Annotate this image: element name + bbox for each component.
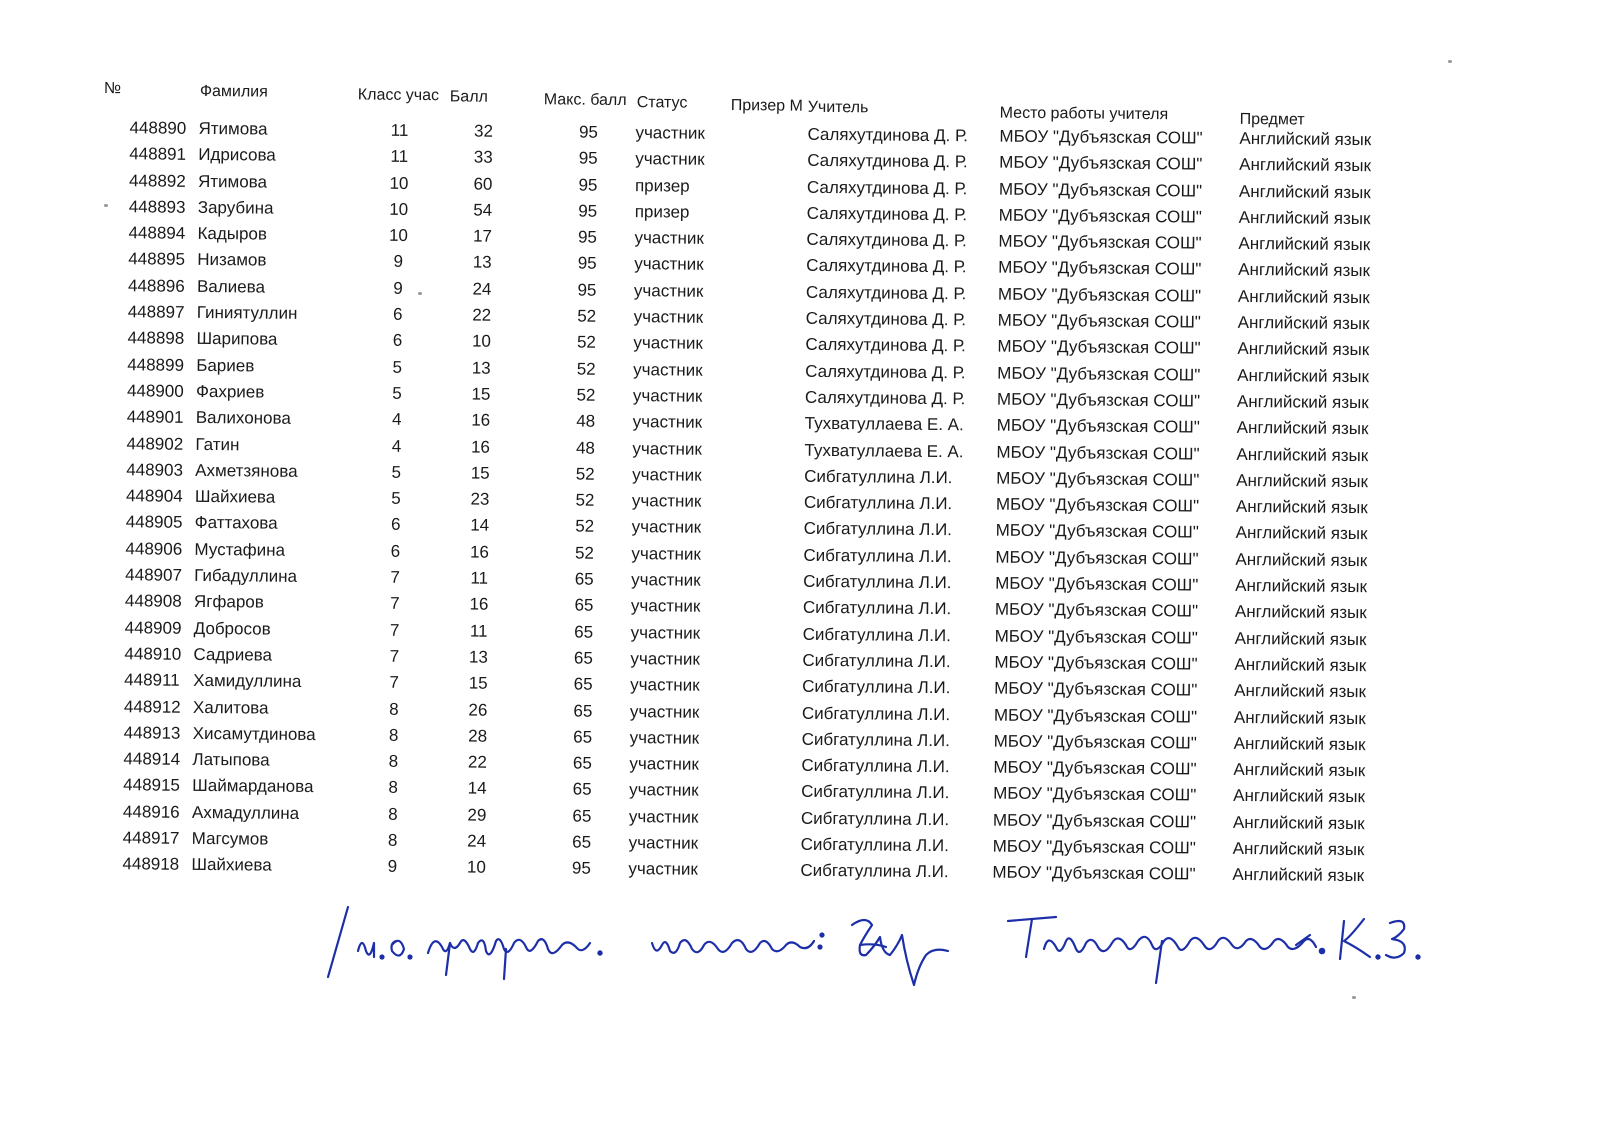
cell-max: 52 bbox=[576, 385, 596, 405]
cell-teacher: Саляхутдинова Д. Р. bbox=[805, 361, 966, 382]
cell-subject: Английский язык bbox=[1236, 418, 1369, 439]
cell-ball: 10 bbox=[471, 331, 492, 352]
cell-teacher: Саляхутдинова Д. Р. bbox=[807, 151, 968, 172]
cell-id: 448918 bbox=[122, 854, 180, 875]
cell-family: Валиева bbox=[196, 276, 266, 297]
header-prize: Призер М bbox=[730, 97, 803, 115]
cell-id: 448894 bbox=[128, 223, 186, 243]
cell-subject: Английский язык bbox=[1233, 707, 1366, 728]
cell-max: 52 bbox=[575, 516, 595, 537]
cell-teacher: Сибгатуллина Л.И. bbox=[803, 545, 952, 566]
cell-id: 448916 bbox=[122, 801, 180, 822]
cell-max: 65 bbox=[574, 595, 594, 616]
cell-teacher: Саляхутдинова Д. Р. bbox=[806, 203, 968, 225]
cell-max: 65 bbox=[573, 701, 593, 721]
cell-teacher: Сибгатуллина Л.И. bbox=[802, 598, 952, 619]
cell-teacher: Сибгатуллина Л.И. bbox=[802, 676, 951, 698]
cell-max: 95 bbox=[578, 175, 598, 195]
cell-workplace: МБОУ "Дубъязская СОШ" bbox=[995, 547, 1199, 569]
header-class: Класс учас bbox=[357, 86, 440, 105]
cell-class: 11 bbox=[390, 147, 409, 167]
cell-status: участник bbox=[630, 675, 700, 695]
cell-max: 95 bbox=[577, 254, 597, 274]
cell-max: 65 bbox=[573, 727, 593, 747]
cell-teacher: Сибгатуллина Л.И. bbox=[803, 492, 953, 514]
cell-id: 448902 bbox=[126, 433, 184, 454]
cell-class: 4 bbox=[391, 410, 402, 430]
cell-family: Зарубина bbox=[197, 197, 274, 218]
cell-teacher: Сибгатуллина Л.И. bbox=[801, 782, 950, 803]
cell-class: 7 bbox=[389, 673, 400, 693]
cell-family: Добросов bbox=[193, 618, 271, 639]
cell-family: Бариев bbox=[196, 355, 255, 376]
header-workplace: Место работы учителя bbox=[999, 104, 1169, 124]
cell-teacher: Саляхутдинова Д. Р. bbox=[805, 335, 966, 356]
cell-max: 52 bbox=[575, 464, 595, 484]
cell-ball: 28 bbox=[468, 726, 488, 746]
cell-ball: 11 bbox=[470, 568, 489, 588]
cell-status: участник bbox=[633, 307, 704, 327]
cell-family: Гатин bbox=[195, 434, 240, 454]
cell-status: участник bbox=[629, 701, 700, 722]
cell-class: 5 bbox=[392, 383, 402, 403]
cell-workplace: МБОУ "Дубъязская СОШ" bbox=[992, 836, 1196, 858]
cell-subject: Английский язык bbox=[1235, 523, 1368, 544]
cell-max: 95 bbox=[578, 148, 598, 169]
cell-workplace: МБОУ "Дубъязская СОШ" bbox=[993, 757, 1197, 779]
header-teacher: Учитель bbox=[807, 98, 869, 117]
cell-subject: Английский язык bbox=[1236, 444, 1369, 465]
header-subject: Предмет bbox=[1239, 110, 1305, 129]
cell-max: 65 bbox=[572, 753, 592, 773]
cell-family: Хамидуллина bbox=[193, 671, 302, 692]
cell-ball: 16 bbox=[469, 594, 489, 615]
cell-class: 11 bbox=[390, 120, 409, 140]
cell-teacher: Саляхутдинова Д. Р. bbox=[806, 256, 967, 277]
cell-subject: Английский язык bbox=[1239, 128, 1372, 150]
cell-ball: 22 bbox=[467, 752, 487, 772]
cell-max: 65 bbox=[574, 622, 594, 642]
cell-max: 52 bbox=[574, 543, 595, 563]
cell-status: участник bbox=[635, 149, 705, 170]
cell-id: 448901 bbox=[126, 407, 184, 428]
cell-id: 448909 bbox=[124, 617, 182, 638]
cell-status: участник bbox=[632, 464, 702, 485]
cell-status: участник bbox=[633, 359, 703, 380]
cell-subject: Английский язык bbox=[1232, 865, 1365, 886]
cell-class: 4 bbox=[391, 436, 402, 456]
cell-family: Ятимова bbox=[198, 118, 268, 139]
table-body bbox=[96, 118, 1423, 893]
cell-subject: Английский язык bbox=[1235, 549, 1368, 570]
cell-status: участник bbox=[629, 727, 700, 748]
cell-workplace: МБОУ "Дубъязская СОШ" bbox=[992, 862, 1196, 884]
cell-status: участник bbox=[628, 833, 699, 853]
cell-ball: 13 bbox=[472, 253, 492, 273]
cell-ball: 15 bbox=[470, 463, 490, 483]
cell-workplace: МБОУ "Дубъязская СОШ" bbox=[996, 389, 1201, 411]
cell-workplace: МБОУ "Дубъязская СОШ" bbox=[996, 415, 1200, 437]
cell-max: 65 bbox=[573, 648, 593, 668]
cell-family: Хисамутдинова bbox=[192, 723, 316, 744]
cell-ball: 24 bbox=[472, 279, 492, 299]
cell-status: участник bbox=[633, 333, 703, 354]
cell-ball: 32 bbox=[473, 121, 494, 141]
cell-family: Шайхиева bbox=[194, 487, 276, 507]
scan-speck bbox=[418, 292, 422, 295]
cell-ball: 15 bbox=[468, 673, 488, 693]
cell-family: Латыпова bbox=[192, 750, 270, 770]
cell-subject: Английский язык bbox=[1237, 339, 1370, 360]
cell-family: Ятимова bbox=[197, 171, 268, 192]
cell-class: 6 bbox=[392, 331, 403, 351]
cell-status: участник bbox=[628, 806, 699, 827]
cell-id: 448892 bbox=[128, 170, 186, 191]
cell-teacher: Сибгатуллина Л.И. bbox=[803, 571, 952, 593]
cell-subject: Английский язык bbox=[1236, 391, 1369, 413]
cell-workplace: МБОУ "Дубъязская СОШ" bbox=[993, 783, 1197, 805]
cell-id: 448903 bbox=[126, 460, 184, 480]
cell-ball: 16 bbox=[471, 410, 491, 430]
cell-max: 95 bbox=[577, 280, 597, 300]
cell-ball: 14 bbox=[467, 778, 487, 799]
signature-handwriting bbox=[300, 895, 1440, 1005]
cell-ball: 54 bbox=[473, 200, 493, 220]
cell-subject: Английский язык bbox=[1233, 759, 1366, 781]
cell-ball: 16 bbox=[469, 542, 490, 562]
cell-ball: 17 bbox=[472, 226, 493, 246]
cell-subject: Английский язык bbox=[1234, 654, 1367, 676]
cell-class: 8 bbox=[388, 751, 399, 771]
cell-workplace: МБОУ "Дубъязская СОШ" bbox=[999, 126, 1203, 148]
cell-workplace: МБОУ "Дубъязская СОШ" bbox=[994, 626, 1198, 648]
cell-workplace: МБОУ "Дубъязская СОШ" bbox=[993, 731, 1197, 753]
cell-workplace: МБОУ "Дубъязская СОШ" bbox=[995, 521, 1199, 542]
cell-teacher: Сибгатуллина Л.И. bbox=[802, 624, 952, 645]
cell-id: 448896 bbox=[127, 276, 185, 296]
cell-status: участник bbox=[631, 570, 701, 590]
cell-id: 448917 bbox=[122, 828, 180, 848]
cell-id: 448900 bbox=[126, 381, 184, 401]
cell-workplace: МБОУ "Дубъязская СОШ" bbox=[995, 494, 1200, 516]
cell-status: призер bbox=[634, 201, 690, 222]
cell-class: 8 bbox=[388, 725, 399, 745]
cell-max: 95 bbox=[578, 201, 598, 221]
cell-id: 448911 bbox=[124, 670, 180, 690]
cell-status: участник bbox=[631, 543, 701, 564]
cell-max: 48 bbox=[575, 438, 596, 458]
cell-subject: Английский язык bbox=[1235, 497, 1368, 518]
cell-workplace: МБОУ "Дубъязская СОШ" bbox=[997, 363, 1201, 385]
cell-family: Халитова bbox=[192, 697, 269, 718]
cell-workplace: МБОУ "Дубъязская СОШ" bbox=[996, 468, 1200, 490]
cell-status: участник bbox=[630, 596, 701, 617]
cell-status: участник bbox=[635, 123, 706, 143]
cell-teacher: Саляхутдинова Д. Р. bbox=[807, 124, 968, 146]
cell-family: Ягфаров bbox=[193, 592, 264, 612]
cell-workplace: МБОУ "Дубъязская СОШ" bbox=[998, 179, 1203, 201]
cell-id: 448908 bbox=[124, 591, 182, 612]
cell-teacher: Сибгатуллина Л.И. bbox=[800, 861, 949, 882]
cell-status: участник bbox=[633, 280, 704, 301]
cell-max: 52 bbox=[576, 332, 597, 353]
cell-id: 448913 bbox=[123, 723, 181, 743]
cell-ball: 24 bbox=[467, 831, 487, 851]
cell-subject: Английский язык bbox=[1234, 681, 1367, 702]
cell-teacher: Саляхутдинова Д. Р. bbox=[806, 177, 968, 198]
cell-class: 7 bbox=[390, 594, 400, 614]
cell-subject: Английский язык bbox=[1233, 733, 1366, 754]
header-max: Макс. балл bbox=[543, 91, 627, 110]
cell-subject: Английский язык bbox=[1233, 786, 1366, 807]
cell-family: Низамов bbox=[197, 250, 267, 271]
cell-subject: Английский язык bbox=[1232, 812, 1365, 833]
cell-class: 8 bbox=[387, 830, 398, 850]
cell-teacher: Сибгатуллина Л.И. bbox=[800, 834, 950, 856]
cell-ball: 22 bbox=[472, 305, 492, 325]
cell-status: участник bbox=[632, 438, 702, 459]
cell-subject: Английский язык bbox=[1235, 575, 1368, 597]
cell-ball: 15 bbox=[471, 384, 491, 404]
cell-subject: Английский язык bbox=[1238, 207, 1371, 229]
cell-status: участник bbox=[628, 859, 698, 880]
cell-status: участник bbox=[631, 491, 702, 511]
cell-workplace: МБОУ "Дубъязская СОШ" bbox=[998, 258, 1202, 280]
cell-status: участник bbox=[632, 386, 703, 406]
cell-id: 448891 bbox=[129, 144, 187, 165]
cell-class: 7 bbox=[390, 567, 401, 587]
cell-id: 448895 bbox=[128, 249, 186, 270]
cell-teacher: Сибгатуллина Л.И. bbox=[803, 519, 953, 540]
cell-subject: Английский язык bbox=[1238, 234, 1371, 255]
cell-max: 52 bbox=[577, 306, 597, 326]
header-family: Фамилия bbox=[199, 82, 268, 101]
header-num: № bbox=[103, 79, 122, 98]
cell-teacher: Сибгатуллина Л.И. bbox=[804, 466, 953, 488]
cell-teacher: Саляхутдинова Д. Р. bbox=[805, 308, 967, 330]
cell-workplace: МБОУ "Дубъязская СОШ" bbox=[992, 810, 1197, 832]
cell-teacher: Сибгатуллина Л.И. bbox=[801, 755, 950, 777]
cell-family: Кадыров bbox=[197, 224, 268, 244]
cell-class: 6 bbox=[392, 304, 403, 324]
cell-teacher: Сибгатуллина Л.И. bbox=[802, 650, 951, 672]
cell-teacher: Саляхутдинова Д. Р. bbox=[805, 282, 967, 304]
cell-ball: 26 bbox=[468, 700, 488, 720]
cell-ball: 33 bbox=[473, 147, 493, 168]
cell-status: участник bbox=[632, 412, 703, 433]
cell-workplace: МБОУ "Дубъязская СОШ" bbox=[994, 599, 1199, 621]
cell-max: 48 bbox=[576, 411, 596, 431]
cell-subject: Английский язык bbox=[1232, 838, 1365, 860]
cell-status: призер bbox=[634, 175, 690, 196]
cell-class: 5 bbox=[392, 357, 403, 377]
cell-family: Валихонова bbox=[195, 408, 291, 429]
cell-ball: 13 bbox=[468, 647, 489, 667]
cell-class: 8 bbox=[388, 804, 398, 824]
cell-subject: Английский язык bbox=[1237, 312, 1370, 334]
cell-family: Шарипова bbox=[196, 329, 278, 350]
cell-id: 448906 bbox=[125, 538, 183, 559]
cell-family: Гибадуллина bbox=[194, 565, 298, 586]
cell-max: 65 bbox=[572, 832, 592, 852]
cell-class: 5 bbox=[391, 488, 401, 509]
cell-family: Шаймарданова bbox=[192, 776, 314, 797]
header-status: Статус bbox=[636, 94, 688, 112]
cell-ball: 10 bbox=[466, 857, 486, 878]
cell-max: 52 bbox=[575, 490, 595, 510]
cell-workplace: МБОУ "Дубъязская СОШ" bbox=[996, 442, 1200, 464]
cell-teacher: Тухватуллаева Е. А. bbox=[804, 440, 964, 461]
cell-class: 5 bbox=[391, 462, 402, 482]
cell-id: 448907 bbox=[125, 565, 183, 585]
cell-max: 65 bbox=[572, 806, 592, 826]
scan-speck bbox=[1352, 996, 1356, 999]
cell-class: 7 bbox=[389, 646, 400, 666]
cell-max: 65 bbox=[572, 779, 592, 800]
cell-class: 9 bbox=[393, 278, 403, 298]
header-ball: Балл bbox=[449, 88, 488, 106]
cell-max: 65 bbox=[573, 674, 593, 694]
cell-family: Фахриев bbox=[195, 381, 265, 402]
cell-teacher: Сибгатуллина Л.И. bbox=[801, 703, 951, 724]
cell-family: Шайхиева bbox=[191, 855, 272, 875]
cell-status: участник bbox=[634, 254, 704, 275]
cell-family: Садриева bbox=[193, 644, 273, 665]
cell-class: 10 bbox=[389, 173, 409, 193]
cell-ball: 29 bbox=[467, 805, 487, 825]
cell-subject: Английский язык bbox=[1234, 602, 1367, 623]
results-table bbox=[96, 78, 1424, 893]
cell-max: 65 bbox=[574, 569, 594, 589]
cell-id: 448899 bbox=[127, 354, 185, 375]
cell-workplace: МБОУ "Дубъязская СОШ" bbox=[995, 573, 1199, 595]
cell-workplace: МБОУ "Дубъязская СОШ" bbox=[997, 310, 1201, 332]
cell-workplace: МБОУ "Дубъязская СОШ" bbox=[999, 152, 1203, 174]
cell-subject: Английский язык bbox=[1234, 628, 1367, 649]
cell-family: Идрисова bbox=[198, 145, 276, 165]
cell-class: 8 bbox=[388, 778, 399, 798]
cell-teacher: Саляхутдинова Д. Р. bbox=[806, 229, 967, 251]
cell-max: 95 bbox=[578, 122, 599, 142]
cell-family: Фаттахова bbox=[194, 513, 278, 534]
cell-subject: Английский язык bbox=[1236, 470, 1369, 492]
cell-status: участник bbox=[629, 780, 699, 801]
cell-subject: Английский язык bbox=[1239, 155, 1372, 176]
cell-class: 9 bbox=[387, 857, 398, 877]
cell-id: 448897 bbox=[127, 302, 185, 322]
cell-workplace: МБОУ "Дубъязская СОШ" bbox=[998, 205, 1202, 227]
cell-ball: 16 bbox=[470, 437, 491, 457]
cell-workplace: МБОУ "Дубъязская СОШ" bbox=[997, 336, 1201, 358]
cell-id: 448910 bbox=[124, 644, 182, 664]
cell-id: 448914 bbox=[123, 749, 181, 769]
cell-workplace: МБОУ "Дубъязская СОШ" bbox=[994, 652, 1198, 674]
cell-status: участник bbox=[630, 622, 701, 643]
cell-workplace: МБОУ "Дубъязская СОШ" bbox=[993, 705, 1198, 727]
cell-family: Магсумов bbox=[191, 828, 269, 849]
scan-speck bbox=[104, 204, 108, 207]
cell-ball: 60 bbox=[473, 174, 493, 194]
cell-subject: Английский язык bbox=[1238, 181, 1371, 202]
cell-teacher: Саляхутдинова Д. Р. bbox=[804, 387, 966, 409]
cell-family: Гиниятуллин bbox=[196, 302, 298, 323]
cell-id: 448898 bbox=[127, 328, 185, 349]
cell-status: участник bbox=[630, 649, 700, 669]
cell-ball: 11 bbox=[469, 621, 488, 641]
cell-id: 448905 bbox=[125, 512, 183, 533]
cell-id: 448915 bbox=[123, 775, 181, 796]
cell-max: 95 bbox=[577, 227, 598, 247]
cell-class: 7 bbox=[389, 620, 400, 640]
cell-class: 10 bbox=[388, 225, 409, 246]
cell-status: участник bbox=[631, 517, 702, 538]
cell-id: 448890 bbox=[129, 118, 187, 138]
cell-family: Ахмадуллина bbox=[191, 802, 300, 823]
cell-teacher: Сибгатуллина Л.И. bbox=[801, 729, 951, 750]
cell-family: Мустафина bbox=[194, 539, 286, 560]
cell-class: 6 bbox=[390, 515, 401, 535]
cell-teacher: Тухватуллаева Е. А. bbox=[804, 414, 964, 435]
cell-id: 448893 bbox=[128, 197, 186, 217]
cell-max: 95 bbox=[571, 858, 591, 879]
scan-speck bbox=[1448, 60, 1452, 63]
cell-teacher: Сибгатуллина Л.И. bbox=[800, 808, 950, 829]
cell-status: участник bbox=[634, 228, 705, 248]
cell-family: Ахметзянова bbox=[195, 460, 298, 481]
cell-ball: 23 bbox=[470, 489, 490, 509]
cell-class: 8 bbox=[389, 699, 399, 719]
cell-workplace: МБОУ "Дубъязская СОШ" bbox=[998, 231, 1202, 253]
cell-class: 9 bbox=[393, 252, 404, 272]
cell-id: 448912 bbox=[123, 696, 181, 717]
cell-ball: 13 bbox=[471, 358, 491, 378]
cell-subject: Английский язык bbox=[1237, 365, 1370, 386]
cell-workplace: МБОУ "Дубъязская СОШ" bbox=[997, 284, 1202, 306]
cell-status: участник bbox=[629, 754, 699, 774]
cell-subject: Английский язык bbox=[1237, 286, 1370, 307]
cell-ball: 14 bbox=[470, 515, 490, 536]
cell-class: 6 bbox=[390, 541, 401, 561]
cell-workplace: МБОУ "Дубъязская СОШ" bbox=[994, 678, 1198, 700]
cell-subject: Английский язык bbox=[1238, 260, 1371, 281]
cell-id: 448904 bbox=[125, 486, 183, 506]
cell-class: 10 bbox=[389, 199, 409, 219]
cell-max: 52 bbox=[576, 359, 596, 379]
